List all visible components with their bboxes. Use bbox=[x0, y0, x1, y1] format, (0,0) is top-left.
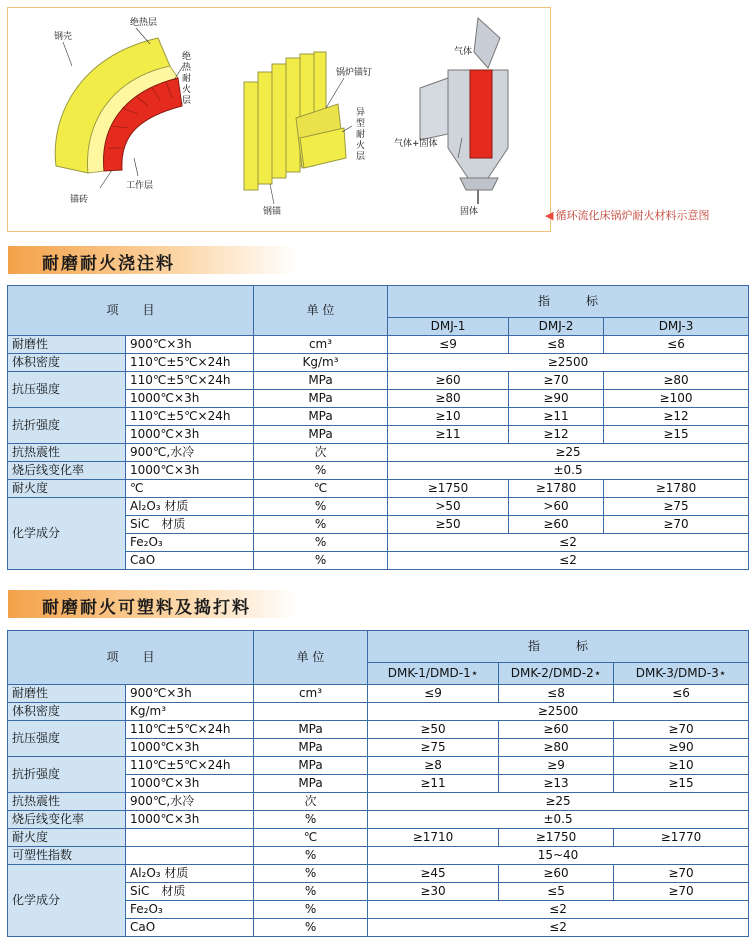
row-unit: % bbox=[254, 534, 388, 552]
row-unit: cm³ bbox=[254, 336, 388, 354]
cell-value: ≥50 bbox=[388, 516, 509, 534]
row-name: 体积密度 bbox=[8, 703, 126, 721]
cell-value: ≥60 bbox=[388, 372, 509, 390]
label-gas-solid: 气体+固体 bbox=[394, 139, 438, 149]
cell-value: ≤9 bbox=[368, 685, 499, 703]
cell-value: ±0.5 bbox=[368, 811, 749, 829]
cell-value: ≥30 bbox=[368, 883, 499, 901]
table-row bbox=[8, 372, 749, 390]
cell-value: ≥12 bbox=[604, 408, 749, 426]
table-row bbox=[8, 336, 749, 354]
plastic-rows bbox=[8, 685, 749, 937]
row-name: 烧后线变化率 bbox=[8, 811, 126, 829]
row-condition: 1000℃×3h bbox=[126, 426, 254, 444]
table-row bbox=[8, 462, 749, 480]
row-unit: MPa bbox=[254, 757, 368, 775]
table-row bbox=[8, 847, 749, 865]
cell-value: ≥1710 bbox=[368, 829, 499, 847]
label-insulating-refractory: 绝热耐火层 bbox=[182, 52, 192, 106]
header-item: 项 目 bbox=[8, 286, 254, 336]
refractory-illustration bbox=[8, 8, 550, 231]
plastic-spec-table bbox=[7, 630, 749, 937]
section2-title-bar bbox=[8, 590, 298, 618]
row-condition: 1000℃×3h bbox=[126, 739, 254, 757]
row-name: 耐磨性 bbox=[8, 685, 126, 703]
label-steel-shell: 钢壳 bbox=[54, 32, 73, 42]
row-condition: Al₂O₃ 材质 bbox=[126, 865, 254, 883]
row-condition: 1000℃×3h bbox=[126, 775, 254, 793]
row-condition: SiC 材质 bbox=[126, 516, 254, 534]
cell-value: ≥10 bbox=[388, 408, 509, 426]
table-row bbox=[8, 444, 749, 462]
cell-value: ≥60 bbox=[499, 721, 614, 739]
table-row bbox=[8, 811, 749, 829]
header-unit: 单 位 bbox=[254, 286, 388, 336]
grade-header: DMJ-2 bbox=[509, 318, 604, 336]
table-row bbox=[8, 829, 749, 847]
row-unit: ℃ bbox=[254, 480, 388, 498]
table-row bbox=[8, 408, 749, 426]
cell-value: ≥1770 bbox=[614, 829, 749, 847]
table-row bbox=[8, 685, 749, 703]
row-condition: 110℃±5℃×24h bbox=[126, 721, 254, 739]
row-condition: 1000℃×3h bbox=[126, 462, 254, 480]
grade-header: DMJ-1 bbox=[388, 318, 509, 336]
label-boiler-anchor-nail: 锅炉锚钉 bbox=[336, 68, 373, 78]
row-unit: cm³ bbox=[254, 685, 368, 703]
row-unit: 次 bbox=[254, 444, 388, 462]
row-unit: % bbox=[254, 516, 388, 534]
row-condition: Fe₂O₃ bbox=[126, 901, 254, 919]
caption-arrow-icon: ◀ bbox=[545, 209, 554, 222]
cell-value: ≥15 bbox=[614, 775, 749, 793]
grade-header: DMK-2/DMD-2⋆ bbox=[499, 663, 614, 685]
cell-value: ≥8 bbox=[368, 757, 499, 775]
cell-value: ≥2500 bbox=[388, 354, 749, 372]
cell-value: 15~40 bbox=[368, 847, 749, 865]
header-index: 指 标 bbox=[368, 631, 749, 663]
cell-value: ≥1750 bbox=[499, 829, 614, 847]
row-unit: MPa bbox=[254, 426, 388, 444]
row-condition: 110℃±5℃×24h bbox=[126, 408, 254, 426]
diagram-caption bbox=[545, 207, 709, 223]
cell-value: ≥70 bbox=[614, 883, 749, 901]
section2-title: 耐磨耐火可塑料及捣打料 bbox=[42, 598, 251, 618]
cell-value: ≥80 bbox=[499, 739, 614, 757]
row-name: 耐磨性 bbox=[8, 336, 126, 354]
grade-header: DMK-3/DMD-3⋆ bbox=[614, 663, 749, 685]
cell-value: ≥12 bbox=[509, 426, 604, 444]
cell-value: ≥90 bbox=[509, 390, 604, 408]
row-condition: 1000℃×3h bbox=[126, 390, 254, 408]
castable-rows bbox=[8, 336, 749, 570]
row-condition: CaO bbox=[126, 919, 254, 937]
cell-value: ≥25 bbox=[368, 793, 749, 811]
row-name: 抗压强度 bbox=[8, 721, 126, 757]
row-unit: % bbox=[254, 919, 368, 937]
cell-value: ≥90 bbox=[614, 739, 749, 757]
cell-value: ≤8 bbox=[509, 336, 604, 354]
row-name: 化学成分 bbox=[8, 865, 126, 937]
row-unit: MPa bbox=[254, 721, 368, 739]
row-condition: 1000℃×3h bbox=[126, 811, 254, 829]
row-condition: Kg/m³ bbox=[126, 703, 254, 721]
cell-value: ≥1750 bbox=[388, 480, 509, 498]
row-condition: 900℃,水冷 bbox=[126, 444, 254, 462]
grade-header: DMJ-3 bbox=[604, 318, 749, 336]
row-unit: % bbox=[254, 811, 368, 829]
row-name: 抗压强度 bbox=[8, 372, 126, 408]
label-insulation: 绝热层 bbox=[130, 18, 158, 28]
header-index: 指 标 bbox=[388, 286, 749, 318]
cell-value: ≤2 bbox=[388, 534, 749, 552]
cell-value: ≥50 bbox=[368, 721, 499, 739]
cell-value: ≥13 bbox=[499, 775, 614, 793]
cell-value: ≤9 bbox=[388, 336, 509, 354]
table-row bbox=[8, 865, 749, 883]
cell-value: ≥60 bbox=[499, 865, 614, 883]
cell-value: ≥45 bbox=[368, 865, 499, 883]
row-condition: ℃ bbox=[126, 480, 254, 498]
row-unit: MPa bbox=[254, 739, 368, 757]
cell-value: ≤2 bbox=[368, 919, 749, 937]
row-unit: MPa bbox=[254, 775, 368, 793]
cell-value: ≥75 bbox=[604, 498, 749, 516]
cell-value: ≥80 bbox=[604, 372, 749, 390]
row-condition: 900℃×3h bbox=[126, 336, 254, 354]
row-name: 抗热震性 bbox=[8, 793, 126, 811]
cell-value: ≥11 bbox=[388, 426, 509, 444]
cell-value: ≥1780 bbox=[604, 480, 749, 498]
label-anchor-brick: 锚砖 bbox=[70, 195, 89, 205]
cell-value: ≥100 bbox=[604, 390, 749, 408]
row-condition: 900℃×3h bbox=[126, 685, 254, 703]
cell-value: ≥11 bbox=[368, 775, 499, 793]
cell-value: ≤2 bbox=[388, 552, 749, 570]
row-unit: MPa bbox=[254, 372, 388, 390]
cell-value: ≤6 bbox=[614, 685, 749, 703]
cell-value: >60 bbox=[509, 498, 604, 516]
cell-value: ≥25 bbox=[388, 444, 749, 462]
row-condition: 110℃±5℃×24h bbox=[126, 757, 254, 775]
table-row bbox=[8, 498, 749, 516]
cell-value: ≥70 bbox=[614, 721, 749, 739]
row-name: 抗折强度 bbox=[8, 408, 126, 444]
row-condition: Fe₂O₃ bbox=[126, 534, 254, 552]
row-name: 化学成分 bbox=[8, 498, 126, 570]
row-unit: % bbox=[254, 498, 388, 516]
cell-value: ≤5 bbox=[499, 883, 614, 901]
table-row bbox=[8, 480, 749, 498]
cell-value: ≥9 bbox=[499, 757, 614, 775]
row-unit: MPa bbox=[254, 390, 388, 408]
row-name: 抗热震性 bbox=[8, 444, 126, 462]
table-row bbox=[8, 793, 749, 811]
cell-value: ≥70 bbox=[604, 516, 749, 534]
row-condition: 110℃±5℃×24h bbox=[126, 372, 254, 390]
cell-value: ≤6 bbox=[604, 336, 749, 354]
row-name: 耐火度 bbox=[8, 829, 126, 847]
refractory-diagram bbox=[7, 7, 554, 232]
table-row bbox=[8, 757, 749, 775]
grade-header: DMK-1/DMD-1⋆ bbox=[368, 663, 499, 685]
row-name: 耐火度 bbox=[8, 480, 126, 498]
section1-title-bar bbox=[8, 246, 298, 274]
row-unit: Kg/m³ bbox=[254, 354, 388, 372]
cell-value: ≤8 bbox=[499, 685, 614, 703]
cell-value: ≤2 bbox=[368, 901, 749, 919]
table-row bbox=[8, 721, 749, 739]
row-unit: ℃ bbox=[254, 829, 368, 847]
table-row bbox=[8, 354, 749, 372]
label-solid: 固体 bbox=[460, 207, 479, 217]
table-row bbox=[8, 703, 749, 721]
label-steel-anchor: 钢锚 bbox=[263, 207, 282, 217]
row-name: 抗折强度 bbox=[8, 757, 126, 793]
cell-value: ≥70 bbox=[509, 372, 604, 390]
row-name: 烧后线变化率 bbox=[8, 462, 126, 480]
row-unit bbox=[254, 703, 368, 721]
label-gas: 气体 bbox=[454, 47, 473, 57]
header-unit: 单 位 bbox=[254, 631, 368, 685]
row-condition: 110℃±5℃×24h bbox=[126, 354, 254, 372]
cell-value: ≥11 bbox=[509, 408, 604, 426]
label-working-layer: 工作层 bbox=[126, 181, 154, 191]
row-condition: 900℃,水冷 bbox=[126, 793, 254, 811]
row-condition bbox=[126, 829, 254, 847]
row-unit: % bbox=[254, 462, 388, 480]
header-item: 项 目 bbox=[8, 631, 254, 685]
row-unit: 次 bbox=[254, 793, 368, 811]
row-condition: SiC 材质 bbox=[126, 883, 254, 901]
row-unit: % bbox=[254, 847, 368, 865]
row-unit: MPa bbox=[254, 408, 388, 426]
caption-text: 循环流化床锅炉耐火材料示意图 bbox=[555, 209, 710, 222]
cell-value: ≥75 bbox=[368, 739, 499, 757]
row-name: 可塑性指数 bbox=[8, 847, 126, 865]
row-condition: CaO bbox=[126, 552, 254, 570]
cell-value: ±0.5 bbox=[388, 462, 749, 480]
cell-value: ≥1780 bbox=[509, 480, 604, 498]
cell-value: ≥80 bbox=[388, 390, 509, 408]
cell-value: ≥15 bbox=[604, 426, 749, 444]
cell-value: >50 bbox=[388, 498, 509, 516]
cell-value: ≥70 bbox=[614, 865, 749, 883]
row-unit: % bbox=[254, 865, 368, 883]
row-unit: % bbox=[254, 883, 368, 901]
cell-value: ≥10 bbox=[614, 757, 749, 775]
row-unit: % bbox=[254, 901, 368, 919]
label-shaped-refractory: 异型耐火层 bbox=[356, 108, 366, 162]
cell-value: ≥60 bbox=[509, 516, 604, 534]
row-name: 体积密度 bbox=[8, 354, 126, 372]
castable-spec-table bbox=[7, 285, 749, 570]
row-unit: % bbox=[254, 552, 388, 570]
cell-value: ≥2500 bbox=[368, 703, 749, 721]
row-condition: Al₂O₃ 材质 bbox=[126, 498, 254, 516]
row-condition bbox=[126, 847, 254, 865]
curved-lining-figure bbox=[55, 28, 183, 188]
section1-title: 耐磨耐火浇注料 bbox=[42, 254, 175, 274]
